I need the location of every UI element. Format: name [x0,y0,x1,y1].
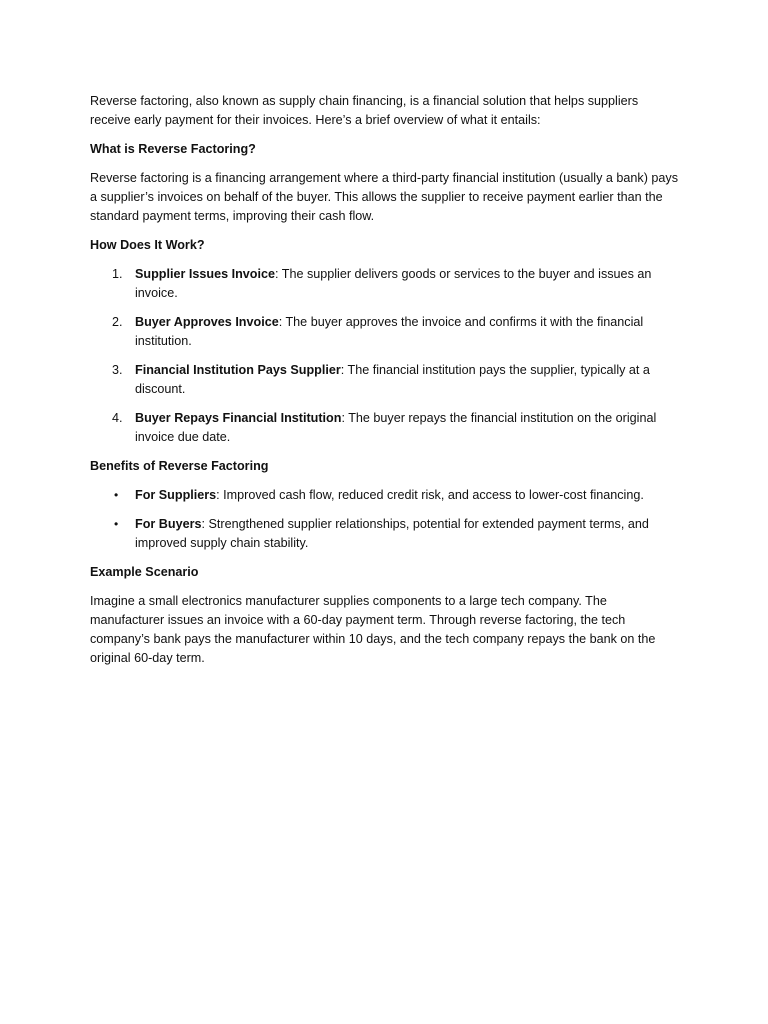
example-paragraph: Imagine a small electronics manufacturer supplies components to a large tech company. The manufacturer issues an invoice with a 60-day payment term. Through reverse factoring, the tech company’s bank pays the manufacturer within 10 days, and the tech company repays the bank on the original 60-day term. [90,594,656,665]
what-paragraph: Reverse factoring is a financing arrangement where a third-party financial institution (usually a bank) pays a supplier’s invoices on behalf of the buyer. This allows the supplier to receive payment earlier than the standard payment terms, improving their cash flow. [90,171,679,223]
section-heading-example: Example Scenario [90,565,199,579]
step-text: : The financial institution pays the supplier, typically at a discount. [135,363,650,396]
benefit-text: : Improved cash flow, reduced credit risk, and access to lower-cost financing. [216,488,644,502]
section-heading-benefits: Benefits of Reverse Factoring [90,459,269,473]
bullet-icon: • [114,517,119,531]
step-term: Supplier Issues Invoice [135,267,275,281]
benefit-item-suppliers [90,486,680,505]
benefit-term: For Suppliers [135,488,217,502]
step-text: : The supplier delivers goods or services to the buyer and issues an invoice. [135,267,652,300]
benefit-text: : Strengthened supplier relationships, potential for extended payment terms, and improved supply chain stability. [135,517,649,550]
benefits-list [90,486,680,553]
step-item-2 [90,313,680,351]
step-number: 4. [112,411,123,425]
step-text: : The buyer repays the financial institution on the original invoice due date. [135,411,657,444]
step-number: 2. [112,315,123,329]
step-term: Buyer Approves Invoice [135,315,279,329]
step-item-1 [90,265,680,303]
document-page [90,92,680,678]
section-heading-what: What is Reverse Factoring? [90,142,256,156]
step-item-3 [90,361,680,399]
step-text: : The buyer approves the invoice and confirms it with the financial institution. [135,315,644,348]
steps-list [90,265,680,447]
step-term: Buyer Repays Financial Institution [135,411,342,425]
step-term: Financial Institution Pays Supplier [135,363,341,377]
benefit-item-buyers [90,515,680,553]
benefit-term: For Buyers [135,517,202,531]
step-number: 3. [112,363,123,377]
intro-paragraph: Reverse factoring, also known as supply chain financing, is a financial solution that helps suppliers receive early payment for their invoices. Here’s a brief overview of what it entails: [90,94,639,127]
step-number: 1. [112,267,123,281]
bullet-icon: • [114,488,119,502]
section-heading-how: How Does It Work? [90,238,205,252]
step-item-4 [90,409,680,447]
